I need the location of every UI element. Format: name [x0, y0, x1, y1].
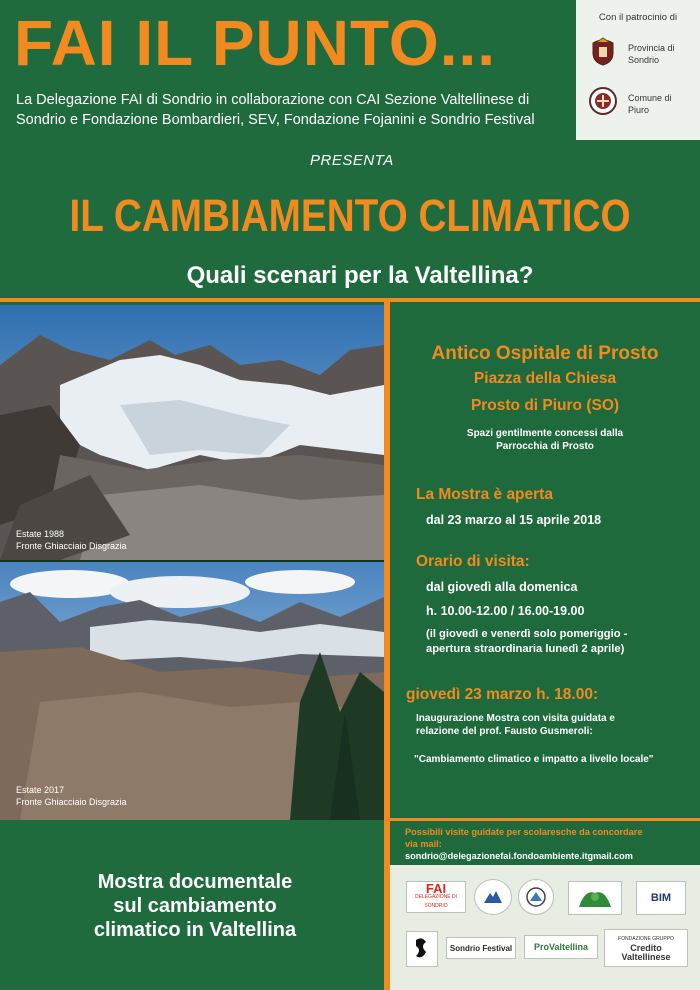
patron-provincia: Provincia di Sondrio — [628, 43, 675, 65]
venue-square: Piazza della Chiesa — [473, 370, 617, 387]
patronage-box — [576, 0, 700, 140]
main-title: FAI IL PUNTO... — [14, 7, 497, 79]
visit-hours-note: (il giovedì e venerdì solo pomeriggio - apertura straordinaria lunedì 2 aprile) — [426, 628, 628, 655]
venue-town: Prosto di Piuro (SO) — [470, 397, 620, 414]
photo-caption-2017: Estate 2017 Fronte Ghiacciaio Disgrazia — [16, 785, 127, 807]
sev-logo-icon — [406, 931, 438, 967]
contact-email[interactable]: sondrio@delegazionefai.fondoambiente.itgmail.com — [405, 851, 633, 861]
credito-valtellinese-logo: FONDAZIONE GRUPPO Credito Valtellinese — [604, 929, 688, 967]
intro-text: La Delegazione FAI di Sondrio in collaborazione con CAI Sezione Valtellinese di Sondrio e Fondazione Bombardieri, SEV, Fondazione Fojanini e Sondrio Festival — [16, 92, 535, 128]
inauguration-text: Inaugurazione Mostra con visita guidata e relazione del prof. Fausto Gusmeroli: — [416, 713, 615, 737]
sponsors-panel — [390, 865, 700, 990]
event-subtitle: Quali scenari per la Valtellina? — [186, 262, 534, 289]
pro-valtellina-logo: ProValtellina — [524, 935, 598, 959]
bombardieri-logo-icon — [518, 879, 554, 915]
school-visits-note: Possibili visite guidate per scolaresche da concordare via mail: sondrio@delegazionefai.fondoambiente.itgmail.com — [405, 826, 695, 862]
glacier-photo-2017 — [0, 562, 384, 820]
provincia-crest-icon — [590, 36, 616, 66]
header-divider — [0, 298, 700, 302]
info-divider — [390, 818, 700, 821]
exhibition-dates: dal 23 marzo al 15 aprile 2018 — [426, 513, 602, 527]
photo-caption-1988: Estate 1988 Fronte Ghiacciaio Disgrazia — [16, 529, 127, 551]
inauguration-title: giovedì 23 marzo h. 18.00: — [406, 686, 599, 703]
exhibition-description: Mostra documentale sul cambiamento climatico in Valtellina — [93, 871, 297, 941]
patronage-title: Con il patrocinio di — [598, 12, 678, 23]
exhibition-open-title: La Mostra è aperta — [416, 486, 553, 503]
glacier-photo-1988 — [0, 305, 384, 560]
venue-note: Spazi gentilmente concessi dalla Parrocchia di Prosto — [466, 428, 624, 452]
fai-logo: FAI DELEGAZIONE DI SONDRIO — [406, 881, 466, 913]
event-topic: IL CAMBIAMENTO CLIMATICO — [69, 190, 631, 241]
patron-comune: Comune di Piuro — [628, 93, 672, 115]
visit-days: dal giovedì alla domenica — [426, 580, 578, 594]
visit-hours: h. 10.00-12.00 / 16.00-19.00 — [426, 604, 585, 618]
comune-crest-icon — [588, 86, 618, 116]
cai-logo-icon — [474, 879, 512, 915]
bim-logo: BIM — [636, 881, 686, 915]
inauguration-talk: "Cambiamento climatico e impatto a livello locale" — [414, 754, 654, 765]
presenta-label: PRESENTA — [310, 152, 394, 169]
fojanini-logo-icon — [568, 881, 622, 915]
venue-name: Antico Ospitale di Prosto — [431, 343, 659, 364]
sondrio-festival-logo: Sondrio Festival — [446, 937, 516, 959]
hours-title: Orario di visita: — [416, 553, 530, 570]
